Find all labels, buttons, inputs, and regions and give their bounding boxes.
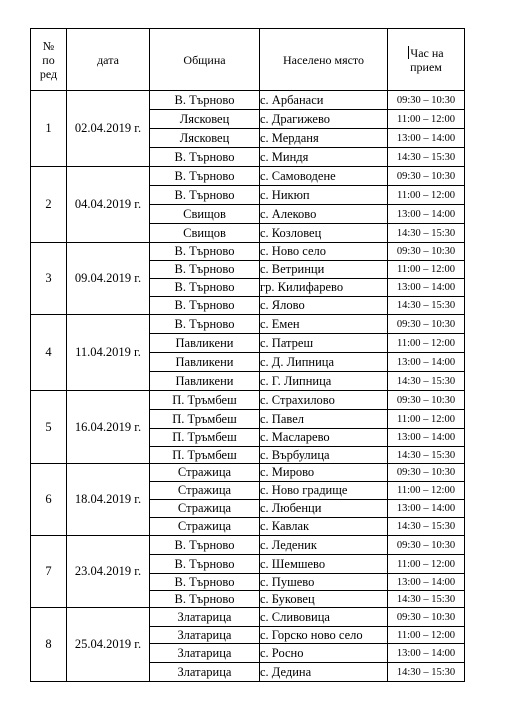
place-cell: с. Буковец	[260, 591, 388, 608]
header-num	[31, 29, 67, 91]
visit-date: 02.04.2019 г.	[67, 91, 150, 167]
time-cell: 13:00 – 14:00	[388, 574, 465, 591]
time-cell: 09:30 – 10:30	[388, 315, 465, 334]
municipality-cell: П. Тръмбеш	[150, 429, 260, 447]
place-cell: с. Самоводене	[260, 167, 388, 186]
place-cell: с. Леденик	[260, 536, 388, 555]
municipality-cell: П. Тръмбеш	[150, 391, 260, 410]
municipality-cell: Златарица	[150, 627, 260, 644]
table-row	[31, 315, 465, 334]
place-cell: с. Росно	[260, 644, 388, 663]
time-cell: 11:00 – 12:00	[388, 482, 465, 500]
place-cell: с. Мирово	[260, 464, 388, 482]
place-cell: с. Драгижево	[260, 110, 388, 129]
time-cell: 09:30 – 10:30	[388, 608, 465, 627]
table-row	[31, 243, 465, 261]
visit-date: 04.04.2019 г.	[67, 167, 150, 243]
municipality-cell: В. Търново	[150, 167, 260, 186]
place-cell: с. Кавлак	[260, 518, 388, 536]
municipality-cell: В. Търново	[150, 261, 260, 279]
time-cell: 14:30 – 15:30	[388, 148, 465, 167]
municipality-cell: В. Търново	[150, 555, 260, 574]
time-cell: 09:30 – 10:30	[388, 464, 465, 482]
row-number: 6	[31, 464, 67, 536]
time-cell: 13:00 – 14:00	[388, 279, 465, 297]
row-number: 4	[31, 315, 67, 391]
row-number: 1	[31, 91, 67, 167]
municipality-cell: Златарица	[150, 608, 260, 627]
place-cell: с. Г. Липница	[260, 372, 388, 391]
municipality-cell: Лясковец	[150, 110, 260, 129]
time-cell: 13:00 – 14:00	[388, 205, 465, 224]
time-cell: 14:30 – 15:30	[388, 372, 465, 391]
header-time-label: Час на прием	[410, 45, 444, 74]
header-place	[260, 29, 388, 91]
row-number: 5	[31, 391, 67, 464]
table-row	[31, 167, 465, 186]
municipality-cell: В. Търново	[150, 186, 260, 205]
municipality-cell: Златарица	[150, 663, 260, 682]
time-cell: 14:30 – 15:30	[388, 663, 465, 682]
municipality-cell: В. Търново	[150, 591, 260, 608]
visit-date: 18.04.2019 г.	[67, 464, 150, 536]
header-municipality	[150, 29, 260, 91]
time-cell: 11:00 – 12:00	[388, 627, 465, 644]
place-cell: с. Любенци	[260, 500, 388, 518]
header-num-label: № по ред	[39, 38, 58, 81]
time-cell: 13:00 – 14:00	[388, 644, 465, 663]
visit-date: 11.04.2019 г.	[67, 315, 150, 391]
time-cell: 14:30 – 15:30	[388, 447, 465, 464]
municipality-cell: Свищов	[150, 205, 260, 224]
municipality-cell: В. Търново	[150, 243, 260, 261]
table-row	[31, 391, 465, 410]
place-cell: с. Масларево	[260, 429, 388, 447]
table-row	[31, 536, 465, 555]
schedule-table	[30, 28, 465, 682]
municipality-cell: Павликени	[150, 334, 260, 353]
municipality-cell: В. Търново	[150, 91, 260, 110]
place-cell: с. Ново село	[260, 243, 388, 261]
header-time	[388, 29, 465, 91]
time-cell: 14:30 – 15:30	[388, 591, 465, 608]
time-cell: 14:30 – 15:30	[388, 224, 465, 243]
municipality-cell: В. Търново	[150, 279, 260, 297]
municipality-cell: П. Тръмбеш	[150, 447, 260, 464]
municipality-cell: Стражица	[150, 464, 260, 482]
place-cell: с. Мерданя	[260, 129, 388, 148]
municipality-cell: В. Търново	[150, 148, 260, 167]
municipality-cell: Свищов	[150, 224, 260, 243]
row-number: 8	[31, 608, 67, 682]
time-cell: 11:00 – 12:00	[388, 410, 465, 429]
time-cell: 09:30 – 10:30	[388, 391, 465, 410]
municipality-cell: В. Търново	[150, 536, 260, 555]
place-cell: с. Страхилово	[260, 391, 388, 410]
municipality-cell: В. Търново	[150, 315, 260, 334]
place-cell: с. Върбулица	[260, 447, 388, 464]
place-cell: с. Никюп	[260, 186, 388, 205]
header-row	[31, 29, 465, 91]
time-cell: 11:00 – 12:00	[388, 110, 465, 129]
place-cell: с. Павел	[260, 410, 388, 429]
header-place-label: Населено място	[282, 52, 365, 67]
place-cell: с. Горско ново село	[260, 627, 388, 644]
schedule-body	[31, 91, 465, 682]
municipality-cell: Стражица	[150, 500, 260, 518]
time-cell: 13:00 – 14:00	[388, 429, 465, 447]
municipality-cell: Стражица	[150, 482, 260, 500]
visit-date: 23.04.2019 г.	[67, 536, 150, 608]
municipality-cell: Златарица	[150, 644, 260, 663]
time-cell: 13:00 – 14:00	[388, 353, 465, 372]
place-cell: с. Шемшево	[260, 555, 388, 574]
time-cell: 11:00 – 12:00	[388, 261, 465, 279]
place-cell: с. Арбанаси	[260, 91, 388, 110]
time-cell: 09:30 – 10:30	[388, 91, 465, 110]
header-municipality-label: Община	[183, 52, 226, 67]
visit-date: 25.04.2019 г.	[67, 608, 150, 682]
time-cell: 09:30 – 10:30	[388, 167, 465, 186]
time-cell: 09:30 – 10:30	[388, 243, 465, 261]
place-cell: с. Д. Липница	[260, 353, 388, 372]
place-cell: с. Козловец	[260, 224, 388, 243]
time-cell: 11:00 – 12:00	[388, 334, 465, 353]
place-cell: с. Сливовица	[260, 608, 388, 627]
time-cell: 14:30 – 15:30	[388, 518, 465, 536]
municipality-cell: Лясковец	[150, 129, 260, 148]
place-cell: с. Ново градище	[260, 482, 388, 500]
place-cell: с. Емен	[260, 315, 388, 334]
place-cell: с. Ялово	[260, 297, 388, 315]
place-cell: с. Миндя	[260, 148, 388, 167]
municipality-cell: В. Търново	[150, 297, 260, 315]
table-row	[31, 608, 465, 627]
place-cell: с. Дедина	[260, 663, 388, 682]
table-row	[31, 91, 465, 110]
municipality-cell: Стражица	[150, 518, 260, 536]
row-number: 3	[31, 243, 67, 315]
header-date	[67, 29, 150, 91]
time-cell: 11:00 – 12:00	[388, 555, 465, 574]
place-cell: с. Ветринци	[260, 261, 388, 279]
row-number: 2	[31, 167, 67, 243]
header-date-label: дата	[97, 52, 119, 67]
municipality-cell: П. Тръмбеш	[150, 410, 260, 429]
municipality-cell: В. Търново	[150, 574, 260, 591]
place-cell: с. Алеково	[260, 205, 388, 224]
time-cell: 09:30 – 10:30	[388, 536, 465, 555]
visit-date: 09.04.2019 г.	[67, 243, 150, 315]
time-cell: 11:00 – 12:00	[388, 186, 465, 205]
visit-date: 16.04.2019 г.	[67, 391, 150, 464]
row-number: 7	[31, 536, 67, 608]
table-row	[31, 464, 465, 482]
municipality-cell: Павликени	[150, 372, 260, 391]
place-cell: с. Пушево	[260, 574, 388, 591]
place-cell: с. Патреш	[260, 334, 388, 353]
time-cell: 13:00 – 14:00	[388, 129, 465, 148]
place-cell: гр. Килифарево	[260, 279, 388, 297]
time-cell: 14:30 – 15:30	[388, 297, 465, 315]
time-cell: 13:00 – 14:00	[388, 500, 465, 518]
municipality-cell: Павликени	[150, 353, 260, 372]
